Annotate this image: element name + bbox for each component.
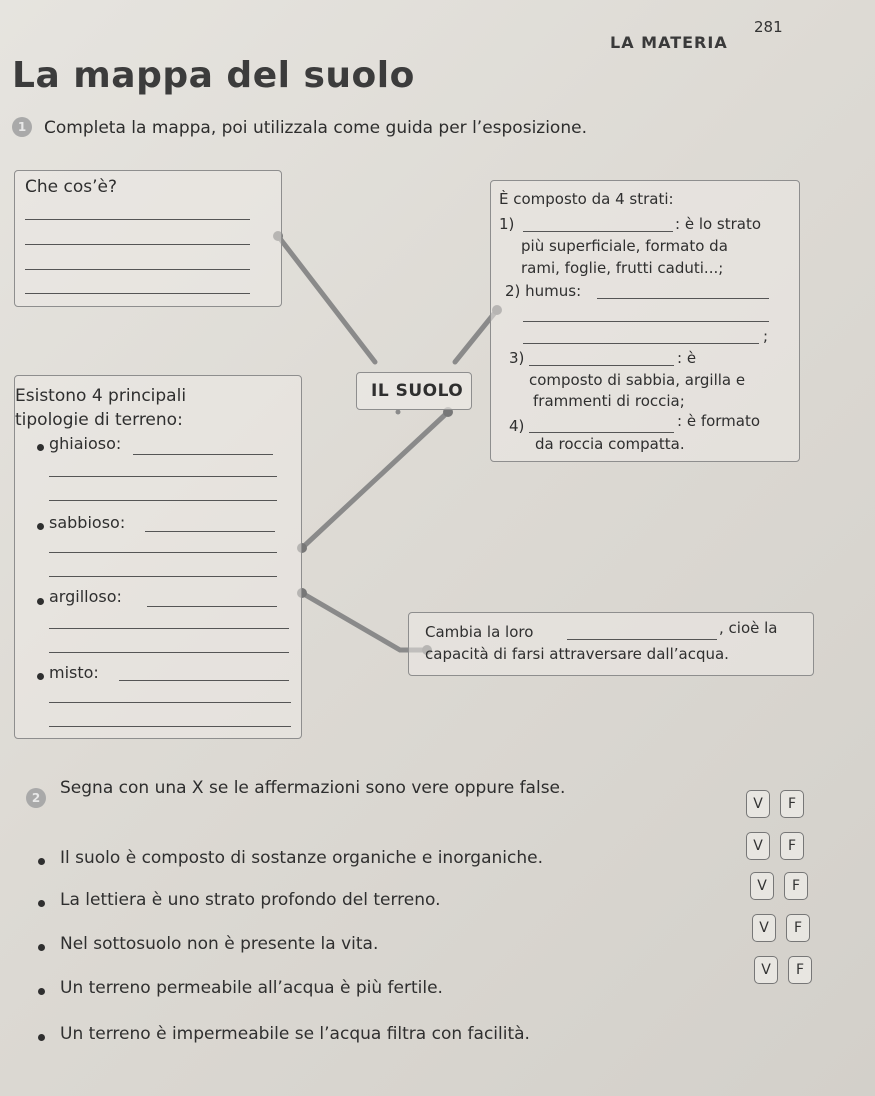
- stratum-3-blank[interactable]: [529, 365, 674, 366]
- strata-box: [490, 180, 800, 462]
- stratum-2-blank-2[interactable]: [523, 321, 769, 322]
- connector-what-is: [278, 236, 375, 362]
- stratum-1-suffix: : è lo strato: [675, 215, 762, 233]
- permeability-box: [408, 612, 814, 676]
- stratum-4-number: 4): [509, 417, 525, 435]
- bullet: [37, 673, 44, 680]
- statement-1: Il suolo è composto di sostanze organiche e inorganiche.: [60, 848, 543, 868]
- answer-line[interactable]: [147, 606, 277, 607]
- bullet: [38, 944, 45, 951]
- page-number: 281: [754, 18, 783, 36]
- bullet: [38, 988, 45, 995]
- bullet: [37, 444, 44, 451]
- answer-line[interactable]: [49, 628, 289, 629]
- statement-2: La lettiera è uno strato profondo del terreno.: [60, 890, 441, 910]
- stratum-4-blank[interactable]: [529, 432, 674, 433]
- answer-line[interactable]: [49, 476, 277, 477]
- terrain-intro-line1: Esistono 4 principali: [15, 386, 187, 406]
- stratum-4-desc-line2: da roccia compatta.: [535, 435, 685, 453]
- answer-line[interactable]: [49, 702, 291, 703]
- answer-line[interactable]: [25, 219, 250, 220]
- true-box-4[interactable]: V: [752, 914, 776, 942]
- stratum-3-number: 3): [509, 349, 525, 367]
- answer-line[interactable]: [25, 293, 250, 294]
- true-box-5[interactable]: V: [754, 956, 778, 984]
- connector-types: [302, 412, 448, 548]
- stratum-2-blank-3[interactable]: [523, 343, 759, 344]
- stratum-1-desc-line3: rami, foglie, frutti caduti...;: [521, 259, 724, 277]
- stratum-3-suffix: : è: [677, 349, 697, 367]
- exercise-1-instruction: Completa la mappa, poi utilizzala come guida per l’esposizione.: [44, 118, 587, 138]
- center-box: [356, 372, 472, 410]
- page-title: La mappa del suolo: [12, 55, 415, 96]
- stratum-2-label: 2) humus:: [505, 282, 582, 300]
- bullet: [37, 598, 44, 605]
- answer-line[interactable]: [25, 244, 250, 245]
- terrain-types-box: [14, 375, 302, 739]
- exercise-2-instruction: Segna con una X se le affermazioni sono vere oppure false.: [60, 778, 566, 798]
- statement-5: Un terreno è impermeabile se l’acqua filtra con facilità.: [60, 1024, 530, 1044]
- stratum-4-suffix: : è formato: [677, 412, 761, 430]
- terrain-type-clayey: argilloso:: [49, 587, 122, 606]
- center-label: IL SUOLO: [371, 381, 464, 401]
- statement-3: Nel sottosuolo non è presente la vita.: [60, 934, 379, 954]
- what-is-box: [14, 170, 282, 307]
- answer-line[interactable]: [49, 552, 277, 553]
- statement-4: Un terreno permeabile all’acqua è più fertile.: [60, 978, 443, 998]
- true-box-3[interactable]: V: [750, 872, 774, 900]
- exercise-1-number: 1: [12, 117, 32, 137]
- answer-line[interactable]: [119, 680, 289, 681]
- what-is-question[interactable]: Che cos’è?: [25, 177, 117, 197]
- stratum-1-blank[interactable]: [523, 231, 673, 232]
- terrain-type-mixed: misto:: [49, 663, 99, 682]
- terrain-intro-line2: tipologie di terreno:: [15, 410, 183, 430]
- answer-line[interactable]: [49, 576, 277, 577]
- bullet: [38, 858, 45, 865]
- false-box-5[interactable]: F: [788, 956, 812, 984]
- permeability-line2: capacità di farsi attraversare dall’acqua.: [425, 645, 729, 663]
- false-box-1[interactable]: F: [780, 790, 804, 818]
- answer-line[interactable]: [133, 454, 273, 455]
- permeability-suffix: , cioè la: [719, 619, 778, 637]
- false-box-3[interactable]: F: [784, 872, 808, 900]
- answer-line[interactable]: [145, 531, 275, 532]
- answer-line[interactable]: [49, 652, 289, 653]
- answer-line[interactable]: [49, 500, 277, 501]
- stratum-1-number: 1): [499, 215, 515, 233]
- section-label: LA MATERIA: [610, 33, 728, 52]
- stratum-3-desc-line3: frammenti di roccia;: [533, 392, 685, 410]
- false-box-2[interactable]: F: [780, 832, 804, 860]
- true-box-1[interactable]: V: [746, 790, 770, 818]
- terrain-type-gravelly: ghiaioso:: [49, 434, 122, 453]
- true-box-2[interactable]: V: [746, 832, 770, 860]
- stratum-3-desc-line2: composto di sabbia, argilla e: [529, 371, 746, 389]
- bullet: [38, 1034, 45, 1041]
- strata-intro: È composto da 4 strati:: [499, 190, 674, 208]
- permeability-prefix: Cambia la loro: [425, 623, 534, 641]
- stratum-2-end: ;: [763, 327, 769, 345]
- bullet: [38, 900, 45, 907]
- bullet: [37, 523, 44, 530]
- exercise-2-number: 2: [26, 788, 46, 808]
- false-box-4[interactable]: F: [786, 914, 810, 942]
- permeability-blank[interactable]: [567, 639, 717, 640]
- answer-line[interactable]: [25, 269, 250, 270]
- stratum-2-blank[interactable]: [597, 298, 769, 299]
- answer-line[interactable]: [49, 726, 291, 727]
- terrain-type-sandy: sabbioso:: [49, 513, 126, 532]
- stratum-1-desc-line2: più superficiale, formato da: [521, 237, 728, 255]
